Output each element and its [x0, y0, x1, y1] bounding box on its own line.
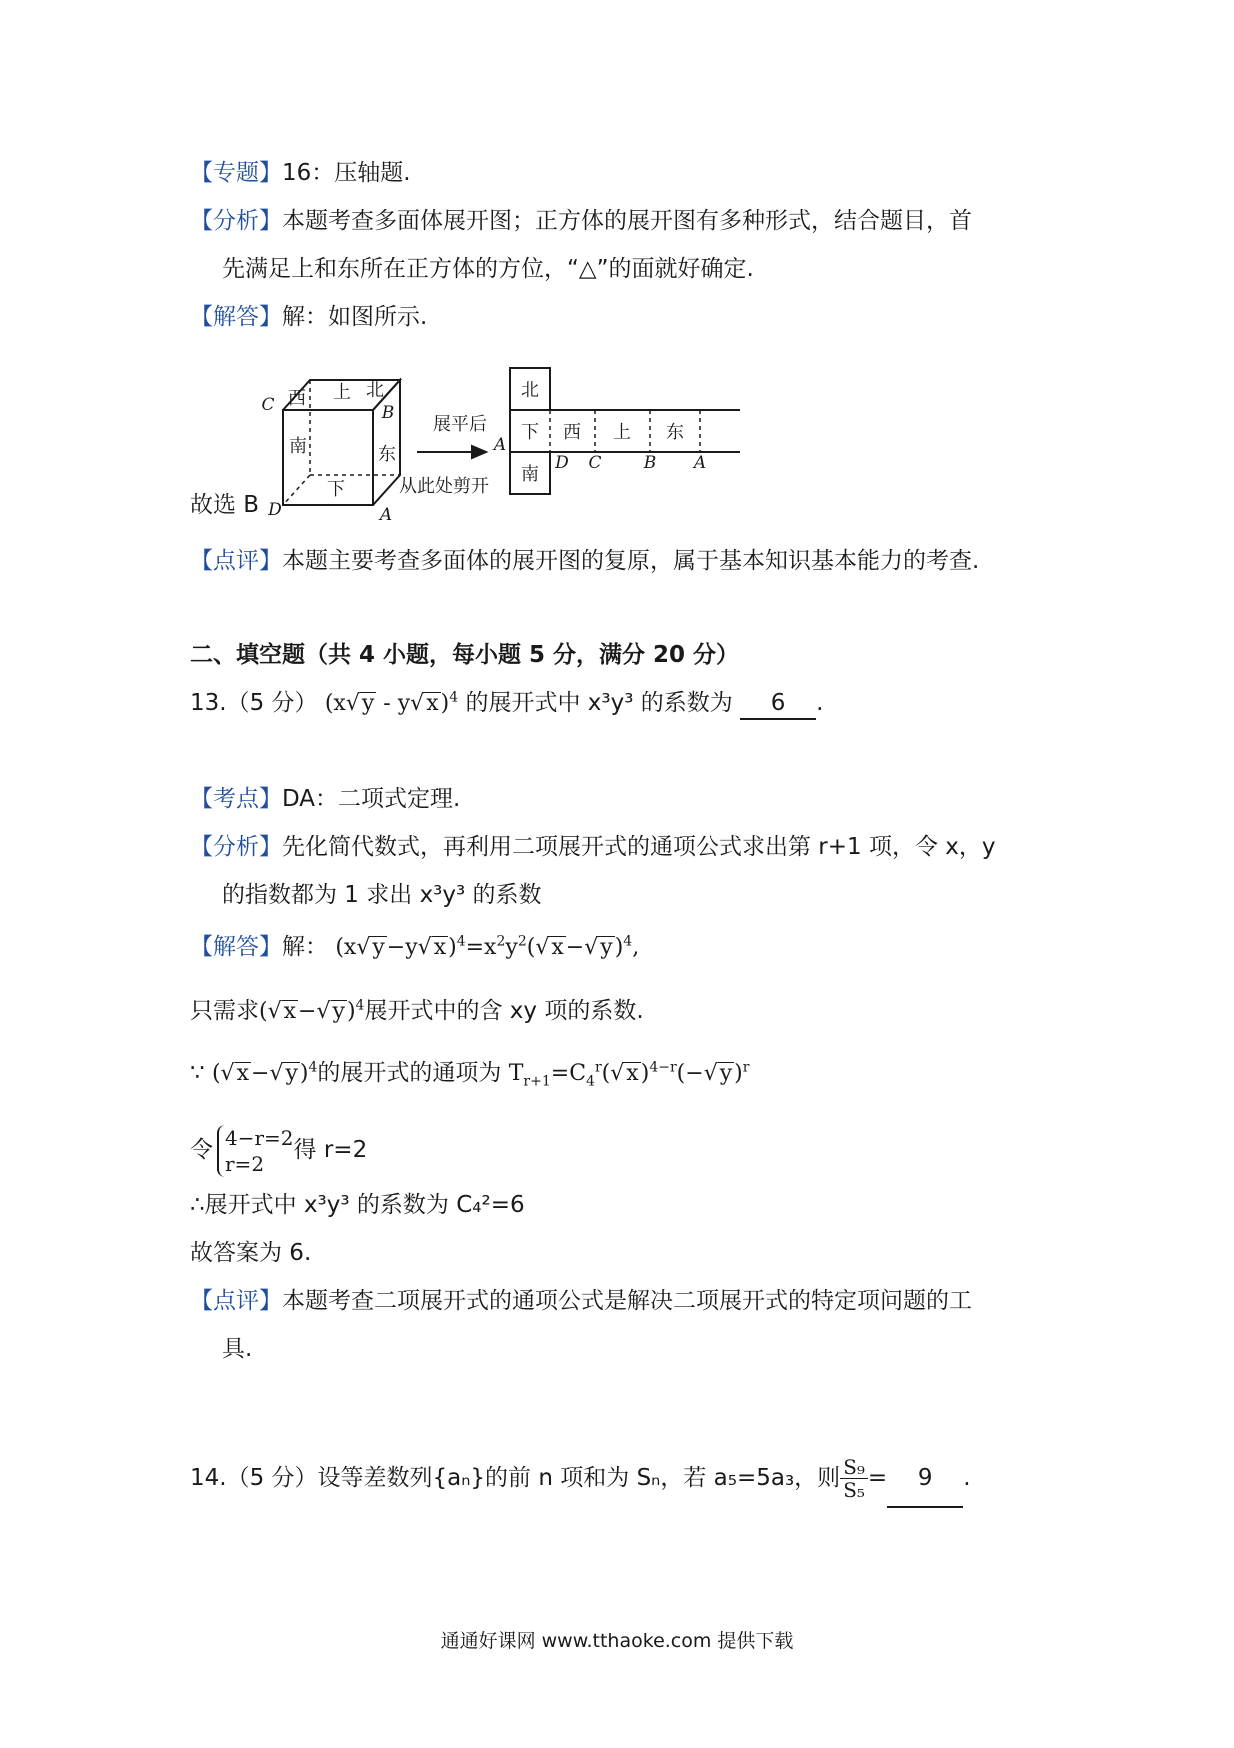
q13-only-need-prefix: 只需求 [190, 998, 259, 1024]
q13-solution-tag: 【解答】 [190, 934, 282, 960]
q13-stem-after: 的展开式中 x³y³ 的系数为 [465, 690, 733, 716]
q14-frac-num: S₉ [840, 1456, 868, 1479]
q13-analysis-text-1: 先化简代数式，再利用二项展开式的通项公式求出第 r+1 项，令 x，y [282, 834, 996, 860]
net-top-label: 上 [613, 422, 631, 443]
q13-solution-expression: $(x√y-y√x)^4=x^2y^2(√x-√y)^4$, [335, 933, 640, 960]
q14-number: 14.（5 分） [190, 1465, 318, 1491]
q13-stem: 13.（5 分） (x√y - y√x)$^4$ 的展开式中 x³y³ 的系数为 6 . [190, 688, 823, 720]
solution-line [190, 302, 427, 332]
q13-equation-system [217, 1125, 294, 1177]
net-south-label: 南 [521, 464, 539, 485]
q14-answer: 9 [887, 1450, 963, 1508]
q13-because-line [190, 1058, 749, 1089]
q13-only-need-suffix: 展开式中的含 xy 项的系数. [364, 998, 644, 1024]
q14-stem: 14.（5 分）设等差数列{aₙ}的前 n 项和为 Sₙ，若 a₅=5a₃，则 $\frac{\text{S₉}}{\text{S₅}}$ = 9 . [190, 1450, 971, 1508]
q13-review-text-2: 具. [222, 1336, 253, 1362]
cube-point-b: B [381, 403, 395, 423]
q14-frac-den: S₅ [843, 1478, 865, 1502]
q13-answer: 6 [740, 688, 816, 720]
net-north-label: 北 [521, 380, 539, 401]
q13-solution-prefix: 解： [282, 934, 328, 960]
q13-therefore-text: ∴展开式中 x³y³ 的系数为 C₄²=6 [190, 1192, 525, 1218]
arrow-label: 展平后 [433, 414, 487, 435]
cube-point-d: D [268, 500, 282, 520]
net-east-label: 东 [666, 422, 684, 443]
q13-general-term: $T_{r+1}=C_4^r(√x)^{4-r}(-√y)^r$ [508, 1059, 750, 1090]
analysis-text-2: 先满足上和东所在正方体的方位，“△”的面就好确定. [222, 256, 754, 282]
net-point-c: C [588, 453, 602, 473]
q13-only-need-expression: $(√x-√y)^4$ [259, 997, 365, 1024]
net-bottom-label: 下 [521, 422, 539, 443]
q13-because-mid: 的展开式的通项为 [317, 1060, 502, 1086]
topic-text: 16：压轴题. [282, 160, 411, 186]
q13-let-result: 得 r=2 [293, 1137, 368, 1163]
q13-sys-line-2: r=2 [225, 1151, 265, 1176]
net-point-a-left: A [493, 435, 507, 455]
cube-point-a: A [379, 505, 393, 525]
q13-because-expression: $(√x-√y)^4$ [211, 1059, 318, 1086]
cube-east-label: 东 [378, 444, 396, 465]
q14-stem-text: 设等差数列{aₙ}的前 n 项和为 Sₙ，若 a₅=5a₃，则 [317, 1465, 841, 1491]
cut-label: 从此处剪开 [399, 476, 489, 497]
q13-analysis-text-2: 的指数都为 1 求出 x³y³ 的系数 [222, 882, 542, 908]
q13-number: 13.（5 分） [190, 690, 318, 716]
q14-eq: = [867, 1465, 888, 1491]
q13-point-tag: 【考点】 [190, 786, 282, 812]
solution-tag: 【解答】 [190, 304, 282, 330]
q13-let-line [190, 1122, 367, 1178]
section-title: 二、填空题（共 4 小题，每小题 5 分，满分 20 分） [190, 642, 740, 668]
net-point-b: B [643, 453, 657, 473]
page-footer: 通通好课网 www.tthaoke.com 提供下载 [440, 1630, 794, 1652]
review-line [190, 546, 979, 576]
cube-top-label: 上 [333, 382, 351, 403]
cube-west-label: 西 [288, 388, 306, 409]
topic-line [190, 158, 411, 188]
q13-point-text: DA：二项式定理. [282, 786, 461, 812]
topic-tag: 【专题】 [190, 160, 282, 186]
review-text: 本题主要考查多面体的展开图的复原，属于基本知识基本能力的考查. [282, 548, 980, 574]
q13-review-tag: 【点评】 [190, 1288, 282, 1314]
net-point-d: D [555, 453, 569, 473]
q13-analysis-line [190, 832, 996, 862]
cube-south-label: 南 [289, 436, 307, 457]
review-tag: 【点评】 [190, 548, 282, 574]
q13-solution-line [190, 932, 639, 963]
analysis-text-1: 本题考查多面体展开图；正方体的展开图有多种形式，结合题目，首 [282, 208, 972, 234]
cube-net-figure [180, 360, 740, 530]
q13-analysis-tag: 【分析】 [190, 834, 282, 860]
q13-review-line [190, 1286, 972, 1316]
analysis-tag: 【分析】 [190, 208, 282, 234]
q14-fraction [840, 1456, 868, 1501]
q13-review-text-1: 本题考查二项展开式的通项公式是解决二项展开式的特定项问题的工 [282, 1288, 972, 1314]
choice-text: 故选 B [190, 492, 260, 518]
q13-let-prefix: 令 [190, 1137, 213, 1163]
net-west-label: 西 [563, 422, 581, 443]
q13-sys-line-1: 4−r=2 [225, 1125, 294, 1150]
cube-bottom-label: 下 [327, 479, 345, 500]
cube-north-label: 北 [366, 380, 384, 401]
q13-point-line [190, 784, 460, 814]
q13-final-text: 故答案为 6. [190, 1240, 312, 1266]
q13-only-need-line [190, 996, 644, 1027]
q13-because-prefix: ∵ [190, 1060, 205, 1086]
analysis-line [190, 206, 972, 236]
net-point-a-right: A [693, 453, 707, 473]
cube-point-c: C [261, 395, 275, 415]
q13-expression: (x√y - y√x)$^4$ [324, 689, 459, 716]
solution-text: 解：如图所示. [282, 304, 428, 330]
